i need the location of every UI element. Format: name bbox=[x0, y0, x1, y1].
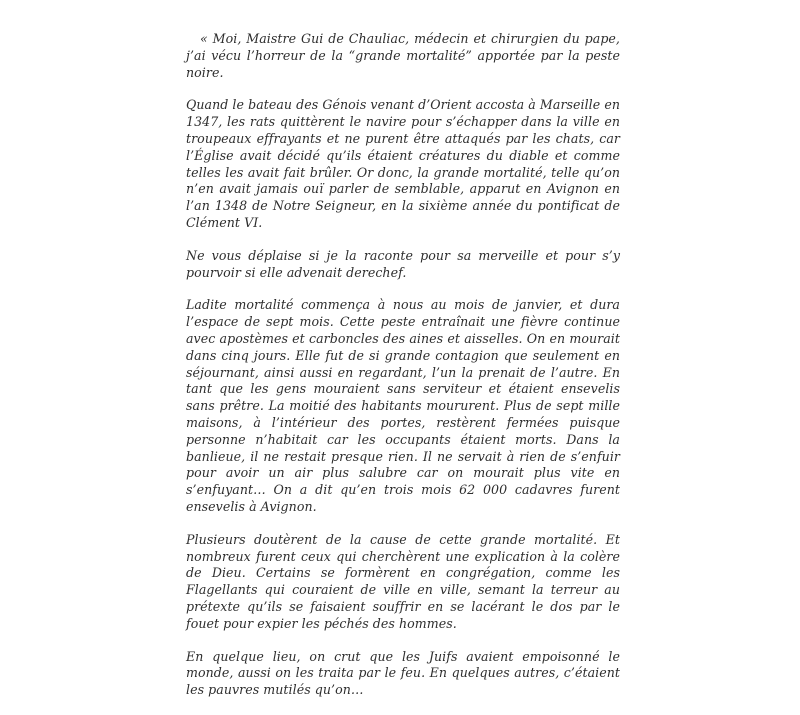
paragraph-ne-vous-deplaise: Ne vous déplaise si je la raconte pour sa merveille et pour s’y pourvoir si elle advenait derechef. bbox=[186, 247, 620, 280]
text-column bbox=[186, 31, 620, 715]
paragraph-intro-quote: « Moi, Maistre Gui de Chauliac, médecin et chirurgien du pape, j’ai vécu l’horreur de la “grande mortalité” apportée par la peste noire. bbox=[186, 31, 620, 80]
paragraph-ladite-mortalite: Ladite mortalité commença à nous au mois de janvier, et dura l’espace de sept mois. Cette peste entraînait une fièvre continue avec apostèmes et carboncles des aines et aisselles. On en mourait dans cinq jours. Elle fut de si grande contagion que seulement en séjournant, ainsi aussi en regardant, l’un la prenait de l’autre. En tant que les gens mouraient sans serviteur et étaient ensevelis sans prêtre. La moitié des habitants moururent. Plus de sept mille maisons, à l’intérieur des portes, restèrent fermées puisque personne n’habitait car les occupants étaient morts. Dans la banlieue, il ne restait presque rien. Il ne servait à rien de s’enfuir pour avoir un air plus salubre car on mourait plus vite en s’enfuyant… On a dit qu’en trois mois 62 000 cadavres furent ensevelis à Avignon. bbox=[186, 297, 620, 514]
paragraph-genois-ship: Quand le bateau des Génois venant d’Orient accosta à Marseille en 1347, les rats quittèrent le navire pour s’échapper dans la ville en troupeaux effrayants et ne purent être attaqués par les chats, car l’Église avait décidé qu’ils étaient créatures du diable et comme telles les avait fait brûler. Or donc, la grande mortalité, telle qu’on n’en avait jamais ouï parler de semblable, apparut en Avignon en l’an 1348 de Notre Seigneur, en la sixième année du pontificat de Clément VI. bbox=[186, 97, 620, 230]
paragraph-en-quelque-lieu: En quelque lieu, on crut que les Juifs avaient empoisonné le monde, aussi on les traita par le feu. En quelques autres, c’étaient les pauvres mutilés qu’on… bbox=[186, 648, 620, 698]
paragraph-plusieurs-douterent: Plusieurs doutèrent de la cause de cette grande mortalité. Et nombreux furent ceux qui cherchèrent une explication à la colère de Dieu. Certains se formèrent en congrégation, comme les Flagellants qui couraient de ville en ville, semant la terreur au prétexte qu’ils se faisaient souffrir en se lacérant le dos par le fouet pour expier les péchés des hommes. bbox=[186, 531, 620, 631]
